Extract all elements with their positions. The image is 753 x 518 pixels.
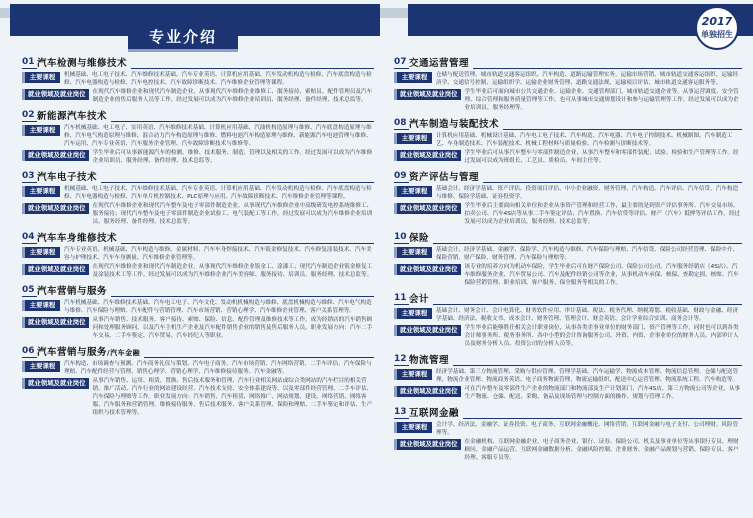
courses-text: 机械基础、电工电子技术、汽车维修技术基础、汽车专业英语、计算机应用基础、汽车发动机构造与检修、汽车底盘构造与检修、汽车电器构造与检修、汽车单片机控制技术、PLC原理与应用、汽车故障诊断技术、汽车维修企业管理等课程。 bbox=[64, 186, 372, 200]
section-title-text: 汽车检测与维修技术 bbox=[37, 58, 128, 69]
admission-badge bbox=[695, 6, 739, 50]
section-title-text: 汽车营销与服务 bbox=[37, 286, 108, 297]
section-title bbox=[409, 352, 453, 366]
page-title: 专业介绍 bbox=[128, 22, 238, 52]
jobs-text: 在金融机构、互联网金融企业、电子商务企业、银行、证券、保险公司、机关及事业单位等从事银行专员、理财顾问、金融产品运营、互联网金融数据分析、金融风险控制、企业财务、金融产品规划与营销、保险专员、客户经理、客服专员等。 bbox=[464, 439, 739, 461]
courses-text: 汽车构造、市场调查与预测、汽车商务礼仪与策划、汽车电子商务、汽车市场营销、汽车网络营销、二手车评估、汽车保险与理赔、汽车配件经营与管理、销售心理学、营销心理学、汽车维修接待服务、汽车金融等。 bbox=[64, 361, 372, 375]
section-title bbox=[409, 169, 483, 183]
courses-label: 主要课程 bbox=[394, 133, 432, 144]
courses-label: 主要课程 bbox=[394, 72, 432, 83]
major-section bbox=[394, 56, 742, 112]
courses-label: 主要课程 bbox=[22, 300, 60, 311]
courses-text: 汽车机械基础、电工电子、实用英语、汽车维修技术基础、计算机应用基础、汽油机构造原理与维修、汽车底盘构造原理与维修、汽车电气构造原理与维修、混合动力汽车构造原理与维修、燃料电池汽车构造原理与维修、新能源汽车电池管理与维修、汽车运用、汽车专业英语、汽车服务企业管理、汽车故障诊断技术与维修等。 bbox=[64, 125, 372, 147]
major-section bbox=[394, 231, 742, 287]
jobs-label: 就业领域及就业岗位 bbox=[394, 89, 461, 100]
jobs-row bbox=[22, 149, 374, 165]
courses-text: 基础会计、经济学基础、资产评估、投资项目评估、中小企业融资、财务管理、汽车构造、汽车评估、汽车信贷、汽车构造与维修、保险学基础、证券投资学。 bbox=[436, 186, 739, 200]
section-header bbox=[394, 406, 742, 419]
jobs-row bbox=[394, 202, 742, 226]
jobs-row bbox=[22, 263, 374, 279]
section-number: 06 bbox=[22, 346, 35, 356]
section-number: 12 bbox=[394, 354, 407, 364]
section-title-text: 互联网金融 bbox=[409, 408, 460, 419]
section-number: 07 bbox=[394, 57, 407, 67]
jobs-text: 学生毕业后主要面向相关单位和企业从事资产管理和经营工作，最主要的是到资产评估事务所、汽车交易市场、拍卖公司、汽车4S店等从事二手车鉴定评估、汽车置换、汽车信贷等评估、财产（汽车）抵押等评估工作，经过发展可以成为企业培训员、服务经理、技术总监等。 bbox=[464, 203, 741, 225]
section-title bbox=[37, 344, 144, 358]
courses-row bbox=[394, 421, 742, 437]
courses-row bbox=[394, 246, 742, 262]
section-title-text: 资产评估与管理 bbox=[409, 172, 480, 183]
major-section bbox=[22, 109, 374, 165]
section-number: 09 bbox=[394, 171, 407, 181]
section-title bbox=[409, 405, 463, 419]
badge-year: 2017 bbox=[701, 15, 733, 28]
section-title-text: 保险 bbox=[409, 233, 430, 244]
section-number: 01 bbox=[22, 57, 35, 67]
major-section bbox=[22, 345, 374, 417]
courses-text: 仓储与配送管理、城市轨道交通客运组织、汽车构造、道路运输管理实务、运输市场营销、城市轨道交通客运组织、运输经济学、交通信号控制、运输组织学、运输企业财务管理、道路交通法规、运输项目评估、城市轨道交通客运服务等。 bbox=[436, 72, 739, 86]
jobs-text: 从事汽车销售、运用、租赁、置换、售后技术服务和管理、汽车行业相关网站或综合类网站的汽车栏目的相关营销、推广活动、汽车行业的网站建设经营、汽车技术支持、安全体系建设等，以及零部件经营管理、二手车评估、汽车保险与理赔等工作。职业发展方向：汽车销售、汽车租赁、网络推广、网站规划、建设、网络营销、网络客服、汽车服务和营销管理、维修接待服务、售后技术服务、客户关系管理、保险和理赔、二手车鉴定和评估、生产组织与技术管理等。 bbox=[92, 378, 373, 416]
jobs-label: 就业领域及就业岗位 bbox=[394, 439, 461, 450]
jobs-label: 就业领域及就业岗位 bbox=[22, 89, 89, 100]
major-section bbox=[394, 117, 742, 165]
right-column bbox=[394, 56, 742, 467]
jobs-text: 在现代汽车维修企业和现代汽车制造企业，从事现代汽车维修企业维修工、服务接待、索赔员、配件管理员及汽车制造企业的售后服务人员等工作，经过发展可以成为汽车维修企业培训员、服务经理、备件经理、技术总监等。 bbox=[92, 89, 373, 103]
courses-text: 基础会计、财务会计、会计电算化、财务软件应用、审计基础、税法、税务代理、纳税筹划、税收基础、财政与金融、经济学基础、经济法、税收文书、成本会计、财务管理、管理会计、财会英语、会计学业综合实训、商务会计等。 bbox=[436, 308, 739, 322]
jobs-row bbox=[394, 263, 742, 287]
section-header bbox=[394, 292, 742, 305]
jobs-text: 学生毕业后可从事汽车整车与零部件制造企业，从事汽车整车和零部件装配、试验、检验和生产管理等工作。经过发展可以成为班组长、工艺员、质检员、车间主任等。 bbox=[464, 150, 739, 164]
jobs-label: 就业领域及就业岗位 bbox=[394, 386, 461, 397]
jobs-text: 学生毕业后可从事新能源汽车的检测、维修、技术服务、制造、管理以及相关的工作。经过发展可以成为汽车维修企业培训员、服务经理、备件经理、技术总监等。 bbox=[92, 150, 373, 164]
courses-label: 主要课程 bbox=[22, 186, 60, 197]
section-title bbox=[37, 283, 111, 297]
section-title bbox=[409, 291, 433, 305]
courses-text: 汽车机械基础、汽车维修技术基础、汽车电工电子、汽车文化、发动机机械构造与维修、底盘机械构造与维修、汽车电气构造与维修、汽车保险与理赔、汽车配件与营销管理、汽车市场营销、营销心理学、汽车维修企业管理、客户关系管理等。 bbox=[64, 300, 372, 314]
major-section bbox=[394, 292, 742, 348]
section-title-text: 物流管理 bbox=[409, 355, 450, 366]
section-title-text: 会计 bbox=[409, 294, 430, 305]
section-title bbox=[409, 116, 503, 130]
section-number: 11 bbox=[394, 293, 407, 303]
left-column bbox=[22, 56, 374, 422]
section-number: 08 bbox=[394, 118, 407, 128]
section-header bbox=[22, 345, 374, 358]
jobs-row bbox=[394, 385, 742, 401]
jobs-row bbox=[394, 438, 742, 462]
jobs-label: 就业领域及就业岗位 bbox=[22, 378, 89, 389]
section-title-text: 汽车车身维修技术 bbox=[37, 233, 118, 244]
badge-text: 单独招生 bbox=[701, 30, 733, 39]
section-header bbox=[394, 353, 742, 366]
courses-label: 主要课程 bbox=[394, 369, 432, 380]
jobs-label: 就业领域及就业岗位 bbox=[22, 203, 89, 214]
section-header bbox=[394, 56, 742, 69]
jobs-row bbox=[22, 316, 374, 340]
courses-text: 机械基础、电工电子技术、汽车维修技术基础、汽车专业英语、计算机应用基础、汽车发动机构造与检修、汽车底盘构造与检修、汽车电器构造与检修、汽车电控技术、汽车故障诊断技术、汽车维修企业管理等课程。 bbox=[64, 72, 372, 86]
section-title bbox=[37, 169, 101, 183]
section-header bbox=[22, 231, 374, 244]
jobs-text: 学生毕业后可面向城市公共交通企业、运输企业、交通管理部门、城市轨道交通企业等，从事运营调度、安全管理、综合管理和服务质量管理等工作，也可从事城市交通规划设计和参与运输管理等工作。经过发展可以成为企业培训员、服务经理等。 bbox=[464, 89, 739, 111]
courses-row bbox=[394, 132, 742, 148]
jobs-text: 从事汽车销售、技术服务、客户接待、索赔、保险、信息、配件管理及维修技术等工作，成为经销店的汽车销售顾问和处理服务顾问。以及汽车主机生产企业及汽车配件销售企业的销售及售后服务人员。职业发展方向：汽车二手车交易、二手车鉴定、汽车贸易、汽车经纪人等职业。 bbox=[92, 317, 373, 339]
courses-text: 会计学、经济法、金融学、证券投资、电子商务、互联网金融概论、网络营销、互联网金融与电子支付、公司理财、风险管理等。 bbox=[436, 422, 739, 436]
section-header bbox=[394, 117, 742, 130]
section-number: 03 bbox=[22, 171, 35, 181]
courses-row bbox=[22, 71, 374, 87]
jobs-label: 就业领域及就业岗位 bbox=[22, 150, 89, 161]
jobs-row bbox=[22, 88, 374, 104]
courses-label: 主要课程 bbox=[22, 125, 60, 136]
courses-row bbox=[394, 71, 742, 87]
major-section bbox=[22, 231, 374, 279]
courses-label: 主要课程 bbox=[22, 72, 60, 83]
section-title-text: 汽车制造与装配技术 bbox=[409, 119, 500, 130]
jobs-text: 可在汽车整车及零部件生产企业的物流部门和物流部及生产计划部门，汽车4S店，第三方物流公司等企业，从事生产物流、仓储、配送、采购、备品及现场管理与控制方面的操作、规划与管理工作。 bbox=[464, 386, 741, 400]
section-title-text: 新能源汽车技术 bbox=[37, 111, 108, 122]
jobs-text: 在现代汽车维修企业和现代汽车制造企业，从事现代汽车维修企业钣金工、涂漆工；现代汽车制造企业钣金修复工及涂装技术工等工作。经过发展可以成为汽车维修企业汽车美容师、服务接待、培训员、服务经理、技术总监等。 bbox=[92, 264, 373, 278]
courses-text: 计算机应用基础、机械设计基础、汽车电工电子技术、汽车构造、汽车电器、汽车电子控制技术、机械制图、汽车制造工艺、车身制造技术、汽车装配技术、机械工程材料与质量检验、汽车检测与诊断技术等。 bbox=[436, 133, 733, 147]
courses-row bbox=[394, 368, 742, 384]
jobs-row bbox=[22, 377, 374, 417]
courses-label: 主要课程 bbox=[394, 247, 432, 258]
jobs-label: 就业领域及就业岗位 bbox=[22, 264, 89, 275]
section-title bbox=[37, 55, 131, 69]
section-number: 13 bbox=[394, 407, 407, 417]
courses-row bbox=[22, 360, 374, 376]
section-number: 02 bbox=[22, 110, 35, 120]
section-number: 05 bbox=[22, 285, 35, 295]
courses-text: 基础会计、经济学基础、金融学、保险学、汽车构造与维修、汽车保险与理赔、汽车信贷、保险公司经营管理、保险中介、保险营销、财产保险、财务管理、汽车保险与理赔等。 bbox=[436, 247, 739, 261]
jobs-label: 就业领域及就业岗位 bbox=[394, 203, 461, 214]
section-header bbox=[394, 231, 742, 244]
section-title-text: 汽车营销与服务 bbox=[37, 347, 108, 358]
section-title-text: 交通运营管理 bbox=[409, 58, 470, 69]
section-title bbox=[37, 230, 121, 244]
courses-row bbox=[22, 246, 374, 262]
section-title-suffix: /汽车金融 bbox=[107, 349, 141, 357]
jobs-label: 就业领域及就业岗位 bbox=[394, 150, 461, 161]
major-section bbox=[394, 406, 742, 462]
courses-row bbox=[394, 307, 742, 323]
courses-text: 汽车专业英语、机械基础、汽车构造与维修、金属材料、汽车车身焊接技术、汽车钣金修复技术、汽车修复涂装技术、汽车美容与护理技术、汽车车身测量、汽车维修企业管理等。 bbox=[64, 247, 372, 261]
section-header bbox=[22, 170, 374, 183]
jobs-row bbox=[394, 88, 742, 112]
major-section bbox=[22, 56, 374, 104]
section-title bbox=[409, 230, 433, 244]
major-section bbox=[394, 170, 742, 226]
major-section bbox=[22, 170, 374, 226]
section-number: 10 bbox=[394, 232, 407, 242]
jobs-label: 就业领域及就业岗位 bbox=[394, 264, 461, 275]
section-number: 04 bbox=[22, 232, 35, 242]
section-title bbox=[409, 55, 473, 69]
jobs-row bbox=[394, 324, 742, 348]
section-header bbox=[22, 284, 374, 297]
major-section bbox=[22, 284, 374, 340]
courses-row bbox=[22, 185, 374, 201]
courses-row bbox=[22, 124, 374, 148]
jobs-text: 学生毕业后能够胜任相关会计职业岗位，从事各类企事业单位的财务部门、资产管理等工作，同时也可以到各类会计师事务所、税务事务所、各中小型的会计咨询服务公司、外资、内资、企事业单位的财务人员、内部审计人员及财务分析人员、投资公司的分析人员等。 bbox=[464, 325, 739, 347]
section-header bbox=[22, 109, 374, 122]
jobs-label: 就业领域及就业岗位 bbox=[394, 325, 461, 336]
courses-label: 主要课程 bbox=[22, 361, 60, 372]
jobs-label: 就业领域及就业岗位 bbox=[22, 317, 89, 328]
courses-row bbox=[22, 299, 374, 315]
courses-row bbox=[394, 185, 742, 201]
courses-label: 主要课程 bbox=[394, 186, 432, 197]
major-section bbox=[394, 353, 742, 401]
courses-label: 主要课程 bbox=[394, 422, 432, 433]
courses-text: 经济学基础、第三方物流管理、采购与供应管理、管理学基础、汽车运输学、物流成本管理、物流信息管理、仓储与配送管理、物流企业管理、物流商务英语、电子商务物流管理、物流运输组织、配送中心运营管理、物流系统工程、汽车构造等。 bbox=[436, 369, 739, 383]
jobs-text: 该专业的培养方向为机动车保险，学生毕业后可在财产保险公司、保险公司公司、汽车服务经销店（4S店）、汽车维修服务企业、汽车贸易公司、汽车及配件经销公司等企业，从事机动车承保、核保、查勘定损、核赔、汽车保险营销管理、职业培训、客户服务、保全服务等相关的工作。 bbox=[464, 264, 739, 286]
jobs-text: 在现代汽车维修企业和现代汽车整车及电子零部件制造企业，从事现代汽车维修企业中高级研发电控系统维修工、服务接待；现代汽车整车及电子零部件制造企业试验工、电气装配工等工作。经过发展可以成为汽车维修企业培训员、服务经理、备件经理、技术总监等。 bbox=[92, 203, 373, 225]
header bbox=[0, 0, 753, 52]
jobs-row bbox=[22, 202, 374, 226]
section-title-text: 汽车电子技术 bbox=[37, 172, 98, 183]
section-header bbox=[22, 56, 374, 69]
jobs-row bbox=[394, 149, 742, 165]
courses-label: 主要课程 bbox=[394, 308, 432, 319]
section-title bbox=[37, 108, 111, 122]
section-header bbox=[394, 170, 742, 183]
courses-label: 主要课程 bbox=[22, 247, 60, 258]
